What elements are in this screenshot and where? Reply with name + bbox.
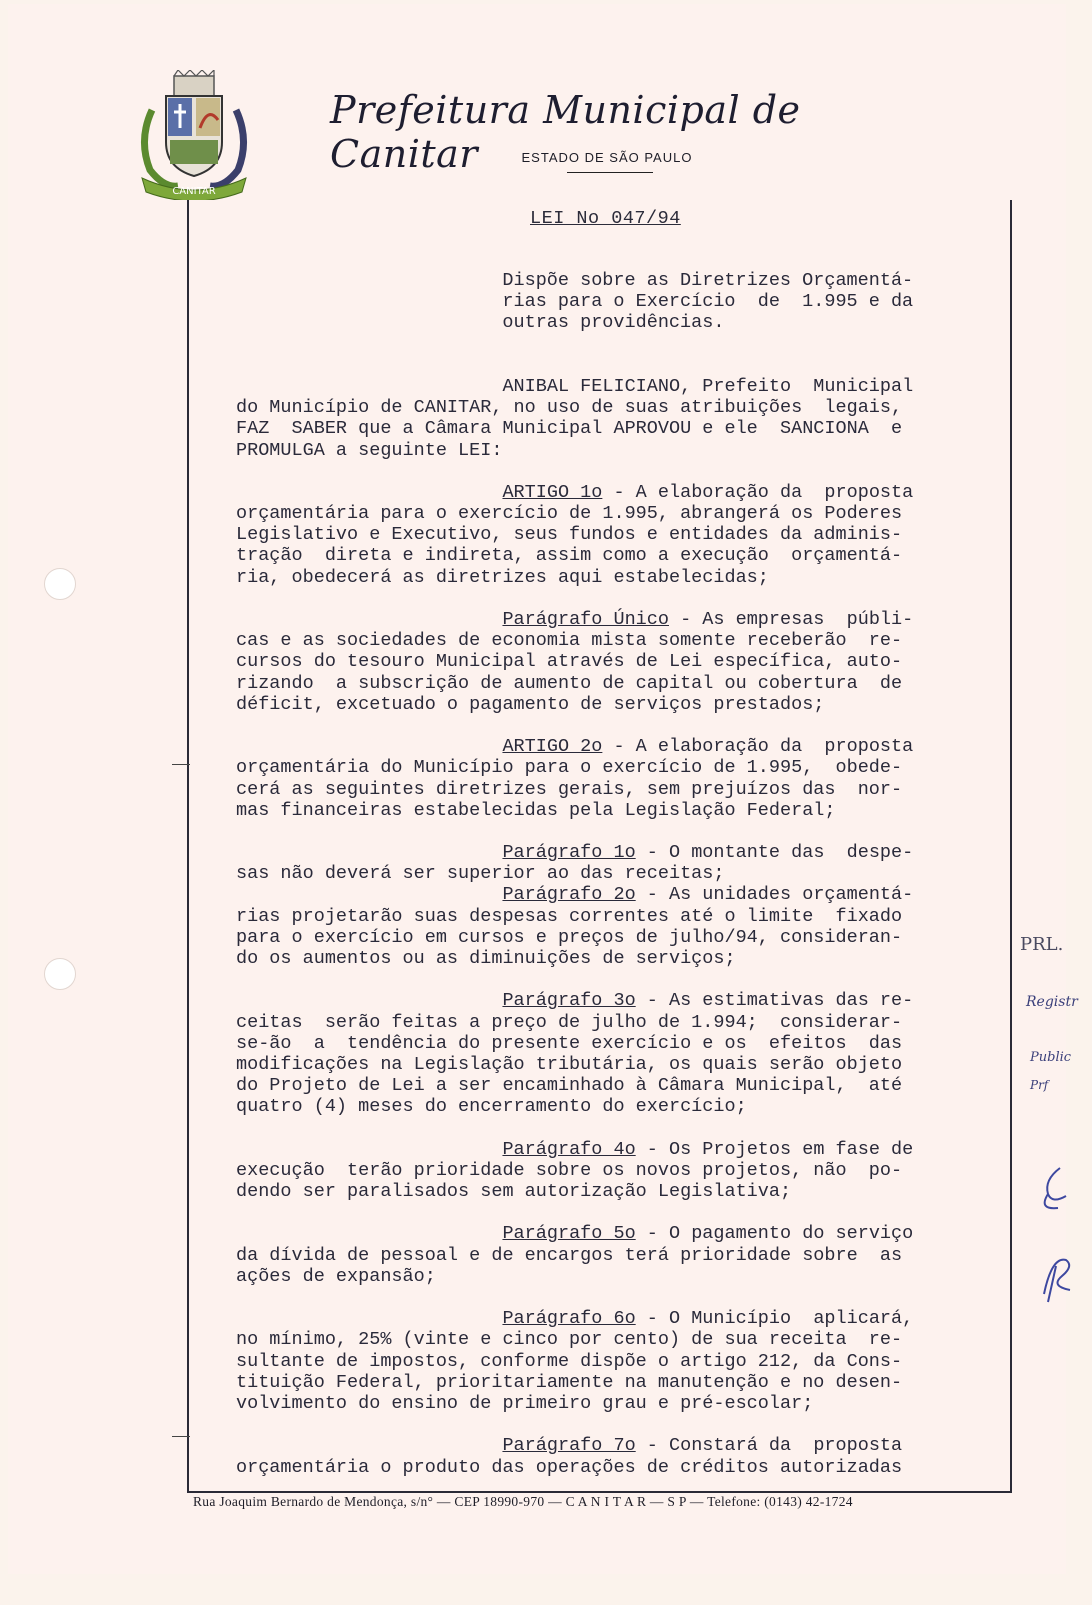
indent	[236, 1223, 502, 1244]
paragraph-gap	[236, 1414, 1006, 1435]
article-line: Legislativo e Executivo, seus fundos e entidades da adminis-	[236, 524, 903, 546]
ementa-block	[236, 270, 1006, 334]
article-line: modificações na Legislação tributária, os quais serão objeto	[236, 1053, 903, 1075]
ementa-line: Dispõe sobre as Diretrizes Orçamentá-	[502, 270, 914, 291]
margin-note-registro: Registr	[1026, 994, 1078, 1010]
margin-tick	[172, 764, 190, 765]
indent	[236, 1435, 502, 1456]
article-first-text: - As unidades orçamentá-	[635, 884, 914, 906]
article-first-text: - Constará da proposta	[635, 1435, 903, 1457]
article-first-line	[236, 990, 1006, 1011]
article-first-text: - O pagamento do serviço	[635, 1223, 914, 1245]
article-line: cerá as seguintes diretrizes gerais, sem prejuízos das nor-	[236, 778, 903, 800]
indent	[236, 884, 502, 905]
article-heading: Parágrafo 1o	[502, 842, 636, 864]
punch-hole-bottom	[44, 958, 76, 990]
article-line: rias projetarão suas despesas correntes até o limite fixado	[236, 905, 903, 927]
article-first-line	[236, 609, 1006, 630]
article-first-line	[236, 884, 1006, 905]
article-first-line	[236, 1435, 1006, 1456]
article-heading: Parágrafo 4o	[502, 1138, 636, 1160]
frame-left-line	[187, 200, 189, 1492]
article-line: tração direta e indireta, assim como a execução orçamentá-	[236, 545, 903, 567]
margin-tick	[172, 1436, 190, 1437]
paragraph-gap	[236, 821, 1006, 842]
paragraph-gap	[236, 969, 1006, 990]
paragraph-gap	[236, 461, 1006, 482]
header-state-subtitle: ESTADO DE SÃO PAULO	[521, 150, 693, 165]
page-footer-address: Rua Joaquim Bernardo de Mendonça, s/n° — CEP 18990-970 — C A N I T A R — S P — Telefone: (0143) 42-1724	[193, 1494, 853, 1509]
header-divider	[567, 172, 653, 173]
indent	[236, 736, 502, 757]
margin-note-prl: PRL.	[1020, 934, 1064, 955]
article-line: dendo ser paralisados sem autorização Legislativa;	[236, 1181, 792, 1203]
article-first-text: - O montante das despe-	[635, 842, 914, 864]
frame-right-line	[1010, 200, 1012, 1492]
preamble-line: PROMULGA a seguinte LEI:	[236, 439, 503, 461]
preamble-line: do Município de CANITAR, no uso de suas atribuições legais,	[236, 397, 903, 419]
article-heading: Parágrafo Único	[502, 609, 669, 630]
article-line: sas não deverá ser superior ao das receitas;	[236, 863, 725, 885]
article-line: se-ão a tendência do presente exercício e os efeitos das	[236, 1032, 903, 1054]
handwritten-initial-icon	[1030, 1160, 1080, 1220]
article-first-text: - As empresas públi-	[668, 609, 914, 630]
article-line: ceitas serão feitas a preço de julho de 1.994; considerar-	[236, 1011, 903, 1033]
paragraph-gap	[236, 715, 1006, 736]
indent	[236, 1308, 502, 1329]
ementa-line: outras providências.	[502, 312, 725, 334]
article-line: mas financeiras estabelecidas pela Legislação Federal;	[236, 799, 836, 821]
handwritten-signature-icon	[1036, 1246, 1080, 1306]
punch-hole-top	[44, 568, 76, 600]
paragraph-gap	[236, 334, 1006, 355]
paragraph-gap	[236, 1202, 1006, 1223]
crest-banner-text: CANITAR	[172, 186, 216, 197]
article-first-line	[236, 1139, 1006, 1160]
page-header-title: Prefeitura Municipal de Canitar	[330, 88, 801, 176]
article-line: ações de expansão;	[236, 1265, 436, 1287]
article-line: volvimento do ensino de primeiro grau e pré-escolar;	[236, 1392, 814, 1414]
article-line: sultante de impostos, conforme dispõe o artigo 212, da Cons-	[236, 1350, 903, 1372]
article-line: ria, obedecerá as diretrizes aqui estabelecidas;	[236, 566, 769, 588]
article-line: cursos do tesouro Municipal através de Lei específica, auto-	[236, 651, 903, 673]
article-line: para o exercício em cursos e preços de julho/94, consideran-	[236, 926, 903, 948]
article-line: da dívida de pessoal e de encargos terá prioridade sobre as	[236, 1244, 903, 1266]
article-heading: Parágrafo 5o	[502, 1223, 636, 1245]
indent	[236, 609, 502, 630]
paragraph-gap	[236, 1287, 1006, 1308]
article-first-text: - Os Projetos em fase de	[635, 1138, 914, 1160]
article-first-line	[236, 736, 1006, 757]
article-line: execução terão prioridade sobre os novos projetos, não po-	[236, 1159, 903, 1181]
article-heading: ARTIGO 1o	[502, 481, 603, 503]
article-first-line	[236, 842, 1006, 863]
article-line: do Projeto de Lei a ser encaminhado à Câmara Municipal, até	[236, 1075, 903, 1097]
article-first-line	[236, 482, 1006, 503]
article-first-text: - A elaboração da proposta	[602, 481, 914, 503]
article-first-text: - A elaboração da proposta	[602, 736, 914, 758]
article-heading: ARTIGO 2o	[502, 736, 603, 758]
article-heading: Parágrafo 7o	[502, 1435, 636, 1457]
article-line: no mínimo, 25% (vinte e cinco por cento) de sua receita re-	[236, 1329, 903, 1351]
article-line: orçamentária para o exercício de 1.995, abrangerá os Poderes	[236, 503, 903, 525]
preamble-line: ANIBAL FELICIANO, Prefeito Municipal	[236, 375, 914, 397]
article-first-text: - O Município aplicará,	[635, 1308, 914, 1330]
article-line: orçamentária do Município para o exercício de 1.995, obede-	[236, 757, 903, 779]
article-line: tituição Federal, prioritariamente na manutenção e no desen-	[236, 1371, 903, 1393]
law-body-text	[236, 270, 1006, 1499]
preamble-line: FAZ SABER que a Câmara Municipal APROVOU e ele SANCIONA e	[236, 418, 903, 440]
indent	[236, 1139, 502, 1160]
article-line: déficit, excetuado o pagamento de serviços prestados;	[236, 693, 825, 715]
indent	[236, 842, 502, 863]
article-line: orçamentária o produto das operações de créditos autorizadas	[236, 1456, 903, 1478]
indent	[236, 990, 502, 1011]
paragraph-gap	[236, 1118, 1006, 1139]
law-title: LEI No 047/94	[530, 208, 681, 229]
paragraph-gap	[236, 588, 1006, 609]
article-line: quatro (4) meses do encerramento do exercício;	[236, 1096, 747, 1118]
article-heading: Parágrafo 6o	[502, 1308, 636, 1330]
article-first-line	[236, 1308, 1006, 1329]
ementa-line: rias para o Exercício de 1.995 e da	[502, 291, 914, 313]
paragraph-gap	[236, 355, 1006, 376]
article-heading: Parágrafo 2o	[502, 884, 636, 906]
margin-note-prf: Prf	[1030, 1078, 1049, 1092]
municipal-crest-icon	[134, 70, 254, 200]
article-heading: Parágrafo 3o	[502, 990, 636, 1012]
article-first-line	[236, 1223, 1006, 1244]
article-line: do os aumentos ou as diminuições de serviços;	[236, 948, 736, 969]
margin-note-publicacao: Public	[1030, 1050, 1072, 1065]
article-line: rizando a subscrição de aumento de capital ou cobertura de	[236, 672, 903, 694]
indent	[236, 482, 502, 503]
article-line: cas e as sociedades de economia mista somente receberão re-	[236, 630, 903, 652]
article-first-text: - As estimativas das re-	[635, 990, 914, 1012]
